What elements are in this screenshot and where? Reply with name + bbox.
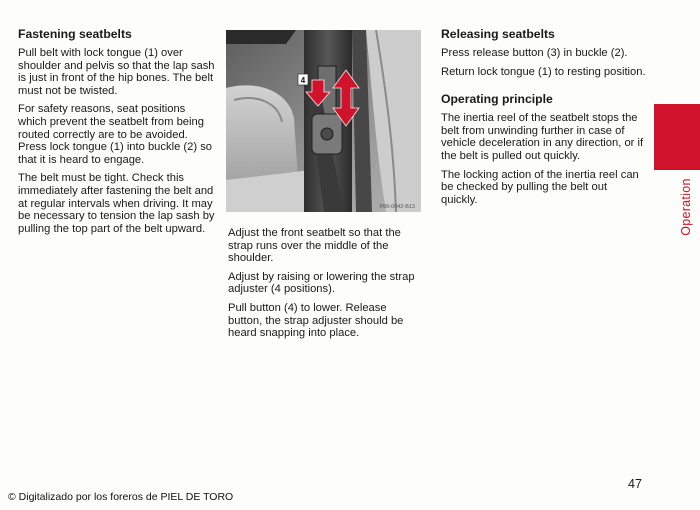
- section-tab-marker: [654, 104, 700, 170]
- heading-fastening-seatbelts: Fastening seatbelts: [18, 27, 132, 41]
- footer-credit: © Digitalizado por los foreros de PIEL DE TORO: [8, 491, 234, 503]
- left-column: [18, 27, 216, 241]
- figure-code: P86-0042-B13: [379, 204, 415, 210]
- paragraph: Press lock tongue (1) into buckle (2) so that it is heard to engage.: [18, 141, 213, 166]
- paragraph: The belt must be tight. Check this immediately after fastening the belt and at regular intervals when driving. It may be necessary to tension the lap sash by pulling the top part of the belt upward.: [18, 172, 215, 235]
- middle-column: [228, 227, 418, 346]
- paragraph: The locking action of the inertia reel can be checked by pulling the belt out quickly.: [441, 168, 639, 206]
- section-tab-label: Operation: [679, 178, 693, 236]
- page-number: 47: [628, 477, 642, 491]
- paragraph: Pull belt with lock tongue (1) over shoulder and pelvis so that the lap sash is just in front of the hip bones. The belt must not be twisted.: [18, 47, 215, 97]
- right-column: [441, 27, 646, 212]
- paragraph: Press release button (3) in buckle (2).: [441, 47, 628, 59]
- seatbelt-adjuster-photo: [226, 30, 421, 212]
- paragraph: Adjust the front seatbelt so that the strap runs over the middle of the shoulder.: [228, 227, 401, 265]
- paragraph: For safety reasons, seat positions which prevent the seatbelt from being routed correctly are to be avoided.: [18, 103, 204, 141]
- paragraph: Adjust by raising or lowering the strap adjuster (4 positions).: [228, 270, 415, 296]
- callout-4-label: 4: [300, 76, 306, 85]
- paragraph: Pull button (4) to lower. Release button, the strap adjuster should be heard snapping into place.: [228, 301, 404, 340]
- paragraph: Return lock tongue (1) to resting position.: [441, 65, 646, 78]
- heading-releasing-seatbelts: Releasing seatbelts: [441, 27, 555, 41]
- heading-operating-principle: Operating principle: [441, 92, 553, 107]
- paragraph: The inertia reel of the seatbelt stops the belt from unwinding further in case of vehicle deceleration in any direction, or if the belt is pulled out quickly.: [441, 112, 644, 162]
